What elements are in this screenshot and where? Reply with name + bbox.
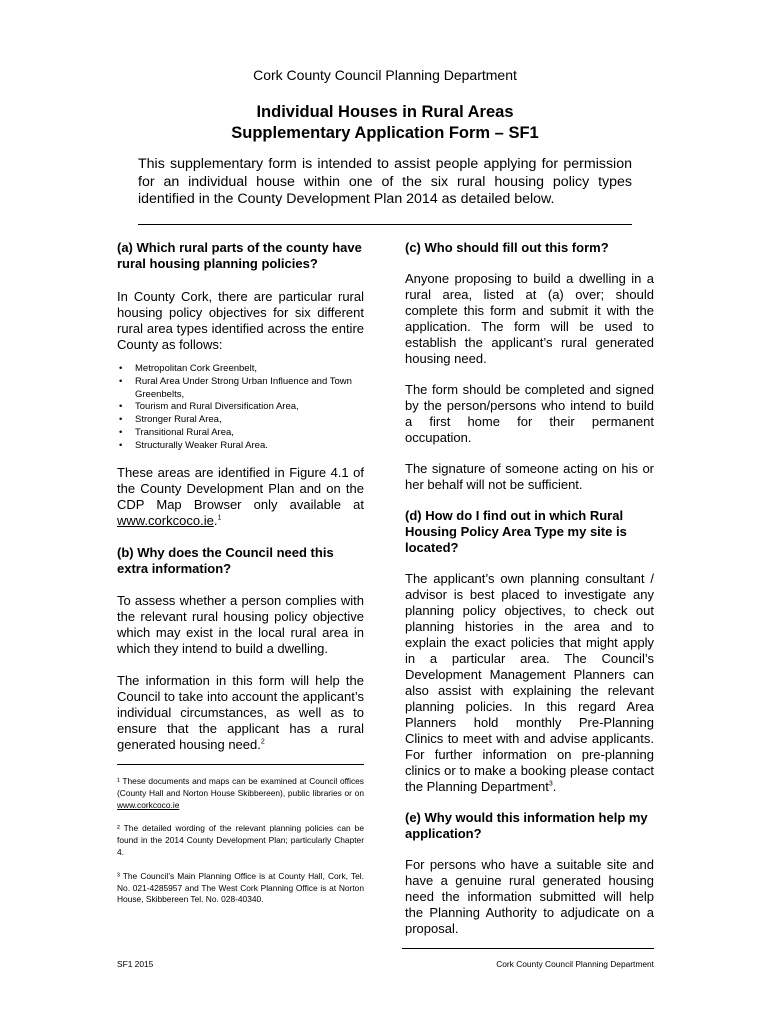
list-item: • Rural Area Under Strong Urban Influence and Town Greenbelts, xyxy=(117,376,364,402)
footnote-ref-1: 1 xyxy=(217,514,222,522)
footnote-ref-3: 3 xyxy=(548,780,553,788)
question-c-heading: (c) Who should fill out this form? xyxy=(405,240,609,255)
title-line-1: Individual Houses in Rural Areas xyxy=(256,103,514,121)
question-a-paragraph-2 xyxy=(117,465,364,529)
right-column xyxy=(405,240,654,937)
question-c-paragraph-1: Anyone proposing to build a dwelling in a rural area, listed at (a) over; should complete this form and submit it with the application. The form will be used to establish the applicant’s rural generated housing need. xyxy=(405,271,654,366)
period: . xyxy=(552,779,557,794)
footer-form-code: SF1 2015 xyxy=(117,959,154,969)
footer-department: Cork County Council Planning Department xyxy=(496,959,654,969)
form-title xyxy=(0,102,770,144)
question-a-heading: (a) Which rural parts of the county have rural housing planning policies? xyxy=(117,240,362,271)
list-item: • Transitional Rural Area, xyxy=(117,427,364,440)
corkcoco-link[interactable]: www.corkcoco.ie xyxy=(117,512,214,528)
list-item: • Tourism and Rural Diversification Area, xyxy=(117,401,364,414)
footnote-corkcoco-link[interactable]: www.corkcoco.ie xyxy=(117,799,180,810)
area-types-list xyxy=(117,363,364,453)
question-a-paragraph-1: In County Cork, there are particular rural housing policy objectives for six different rural area types identified across the entire County as follows: xyxy=(117,289,364,352)
list-item: • Metropolitan Cork Greenbelt, xyxy=(117,363,364,376)
footnote-2: ² The detailed wording of the relevant planning policies can be found in the 2014 County Development Plan; particularly Chapter 4. xyxy=(117,823,364,857)
left-column xyxy=(117,240,364,753)
list-item: • Stronger Rural Area, xyxy=(117,414,364,427)
footnote-1-text: ¹ These documents and maps can be examined at Council offices (County Hall and Norton House Skibbereen), public libraries or on xyxy=(117,776,364,798)
footnotes xyxy=(117,776,364,906)
header-department: Cork County Council Planning Department xyxy=(253,67,517,83)
footnote-3: ³ The Council’s Main Planning Office is at County Hall, Cork, Tel. No. 021-4285957 and The West Cork Planning Office is at Norton House, Skibbereen Tel. No. 028-40340. xyxy=(117,870,364,905)
question-b-heading: (b) Why does the Council need this extra information? xyxy=(117,544,334,576)
intro-divider xyxy=(138,224,632,225)
question-d-heading: (d) How do I find out in which Rural Housing Policy Area Type my site is located? xyxy=(405,508,627,555)
question-b-paragraph-2-text: The information in this form will help the Council to take into account the applicant’s individual circumstances, as well as to ensure that the applicant has a rural generated housing need. xyxy=(117,672,364,752)
intro-paragraph: This supplementary form is intended to assist people applying for permission for an individual house within one of the six rural housing policy types identified in the County Development Plan 2014 as detailed below. xyxy=(138,156,632,207)
period: . xyxy=(213,512,218,528)
question-b-paragraph-2 xyxy=(117,673,364,753)
list-item: • Structurally Weaker Rural Area. xyxy=(117,440,364,453)
footnote-ref-2: 2 xyxy=(260,738,265,746)
footnote-divider xyxy=(117,764,364,765)
question-d-paragraph-1 xyxy=(405,571,654,795)
question-d-paragraph-1-text: The applicant’s own planning consultant / advisor is best placed to investigate any planning policy objectives, to check out planning histories in the area and to explain the exact policies that might apply in a particular area. The Council’s Development Management Planners can also assist with explaining the relevant planning policies. In this regard Area Planners hold monthly Pre-Planning Clinics to meet with and advise applicants. For further information on pre-planning clinics or to make a booking please contact the Planning Department xyxy=(405,571,654,794)
title-line-2: Supplementary Application Form – SF1 xyxy=(231,124,539,142)
question-a-paragraph-2-text: These areas are identified in Figure 4.1 of the County Development Plan and on the CDP Map Browser only available at xyxy=(117,464,364,512)
footnote-1 xyxy=(117,776,364,811)
question-b-paragraph-1: To assess whether a person complies with the relevant rural housing policy objective which may exist in the local rural area in which they intend to build a dwelling. xyxy=(117,592,364,656)
question-c-paragraph-3: The signature of someone acting on his or her behalf will not be sufficient. xyxy=(405,461,654,492)
question-e-paragraph-1: For persons who have a suitable site and have a genuine rural generated housing need the information submitted will help the Planning Authority to adjudicate on a proposal. xyxy=(405,857,654,936)
footer-divider xyxy=(402,948,654,949)
question-e-heading: (e) Why would this information help my application? xyxy=(405,810,648,841)
question-c-paragraph-2: The form should be completed and signed by the person/persons who intend to build a first home for their permanent occupation. xyxy=(405,382,654,445)
